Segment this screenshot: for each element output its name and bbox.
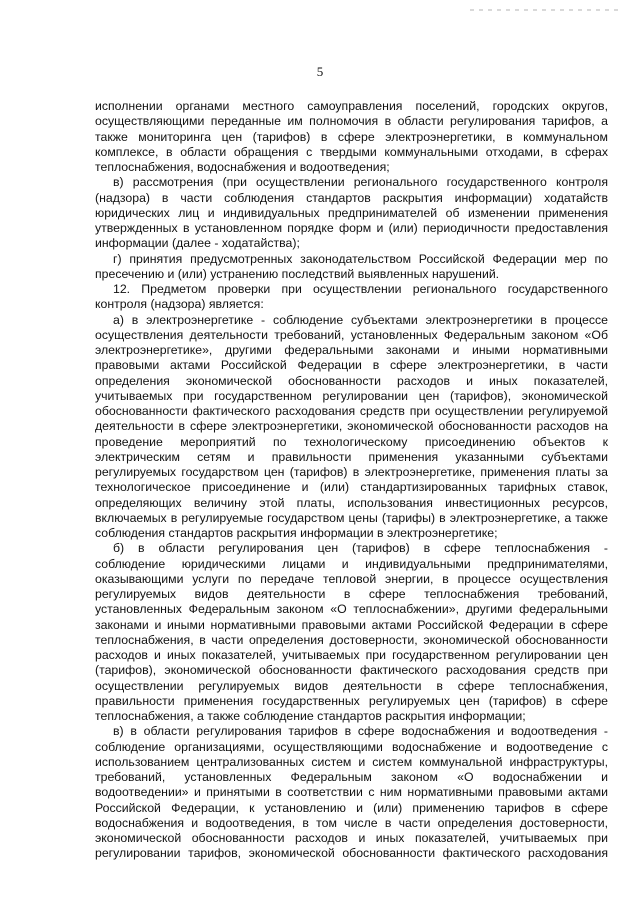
- text-line: использованием централизованных систем и систем коммунальной инфраструктуры,: [95, 754, 608, 769]
- text-line: соблюдение юридическими лицами и индивидуальными предпринимателями,: [95, 556, 608, 571]
- text-line: электроэнергетике», другими федеральными законами и иными нормативными: [95, 343, 608, 357]
- text-line: оказывающими услуги по передаче тепловой энергии, в процессе осуществления: [95, 571, 608, 586]
- text-line: соблюдения стандартов раскрытия информации в электроэнергетике;: [95, 526, 498, 540]
- text-line: теплоснабжения, в части определения достоверности, экономической обоснованности: [95, 632, 608, 647]
- text-line: определения экономической обоснованности расходов и иных показателей,: [95, 373, 608, 388]
- text-line: осуществляющими переданные им полномочия в области регулирования тарифов, а: [95, 114, 608, 129]
- paragraph-start-line: г) принятия предусмотренных законодательством Российской Федерации мер по: [113, 251, 608, 266]
- text-line: (тарифов), экономической обоснованности фактического расходования средств при: [95, 663, 608, 678]
- text-line: комплексе, в области обращения с твердыми коммунальными отходами, в сферах: [95, 144, 608, 159]
- text-line: правовыми актами Российской Федерации в сфере электроэнергетики, в части: [95, 358, 608, 373]
- text-line: электрическим сетям и правильности применения указанными субъектами: [95, 449, 608, 464]
- scan-artifact: [470, 9, 620, 11]
- text-line: проведение мероприятий по технологическому присоединению объектов к: [95, 434, 608, 449]
- text-line: пресечению и (или) устранению последствий выявленных нарушений.: [95, 266, 500, 281]
- text-line: информации (далее - ходатайства);: [95, 236, 300, 251]
- text-line: контроля (надзора) является:: [95, 297, 264, 312]
- paragraph-start-line: 12. Предметом проверки при осуществлении регионального государственного: [113, 282, 608, 296]
- text-line: экономической обоснованности расходов и иных показателей, учитываемых при: [95, 831, 608, 845]
- text-line: включаемых в регулируемые государством цены (тарифы) в электроэнергетике, а также: [95, 510, 608, 525]
- text-line: теплоснабжения, а также соблюдение стандартов раскрытия информации;: [95, 709, 526, 723]
- text-line: требований, установленных Федеральным законом «О водоснабжении и: [95, 770, 608, 784]
- text-line: обоснованности фактического расходования средств при осуществлении регулируемой: [95, 404, 608, 418]
- text-line: юридических лиц и индивидуальных предпринимателей об изменении применения: [95, 205, 608, 220]
- text-line: установленных Федеральным законом «О теплоснабжении», другими федеральными: [95, 602, 608, 617]
- text-line: технологическое присоединение и (или) стандартизированных тарифных ставок,: [95, 480, 608, 495]
- text-line: исполнении органами местного самоуправления поселений, городских округов,: [95, 99, 608, 113]
- paragraph-start-line: б) в области регулирования цен (тарифов) в сфере теплоснабжения -: [113, 541, 608, 556]
- text-line: теплоснабжения, водоснабжения и водоотведения;: [95, 160, 390, 174]
- text-line: осуществлении регулируемых видов деятельности в сфере теплоснабжения,: [95, 678, 608, 693]
- text-line: (надзора) в части соблюдения стандартов раскрытия информации) ходатайств: [95, 190, 608, 205]
- text-line: правильности применения государственных регулируемых цен (тарифов) в сфере: [95, 693, 608, 708]
- paragraph-start-line: а) в электроэнергетике - соблюдение субъектами электроэнергетики в процессе: [113, 312, 608, 327]
- text-line: Российской Федерации, к установлению и (или) применению тарифов в сфере: [95, 800, 608, 815]
- text-line: утвержденных в установленном порядке форм и (или) периодичности предоставления: [95, 221, 608, 235]
- text-line: учитываемых при государственном регулировании цен (тарифов), экономической: [95, 388, 608, 403]
- paragraph-start-line: в) рассмотрения (при осуществлении регионального государственного контроля: [113, 175, 608, 190]
- text-line: водоснабжения и водоотведения, в том числе в части определения достоверности,: [95, 815, 608, 830]
- text-line: определяющих величину этой платы, использования инвестиционных ресурсов,: [95, 495, 608, 510]
- text-line: расходов и иных показателей, учитываемых при государственном регулировании цен: [95, 648, 608, 662]
- paragraph-start-line: в) в области регулирования тарифов в сфере водоснабжения и водоотведения -: [113, 724, 608, 739]
- text-line: законами и иными нормативными правовыми актами Российской Федерации в сфере: [95, 617, 608, 632]
- page-number: 5: [316, 64, 324, 79]
- document-body: [95, 99, 608, 862]
- text-line: регулируемых государством цен (тарифов) в электроэнергетике, применения платы за: [95, 465, 608, 479]
- text-line: регулировании тарифов, экономической обоснованности фактического расходования: [95, 846, 608, 861]
- text-line: деятельности в сфере электроэнергетики, экономической обоснованности расходов на: [95, 419, 608, 434]
- text-line: водоотведении» и принятыми в соответствии с ним нормативными правовыми актами: [95, 785, 608, 800]
- text-line: также мониторинга цен (тарифов) в сфере электроэнергетики, в коммунальном: [95, 129, 608, 144]
- text-line: регулируемых видов деятельности в сфере теплоснабжения требований,: [95, 587, 608, 601]
- text-line: соблюдение организациями, осуществляющими водоснабжение и водоотведение с: [95, 739, 608, 754]
- text-line: осуществления деятельности требований, установленных Федеральным законом «Об: [95, 327, 608, 342]
